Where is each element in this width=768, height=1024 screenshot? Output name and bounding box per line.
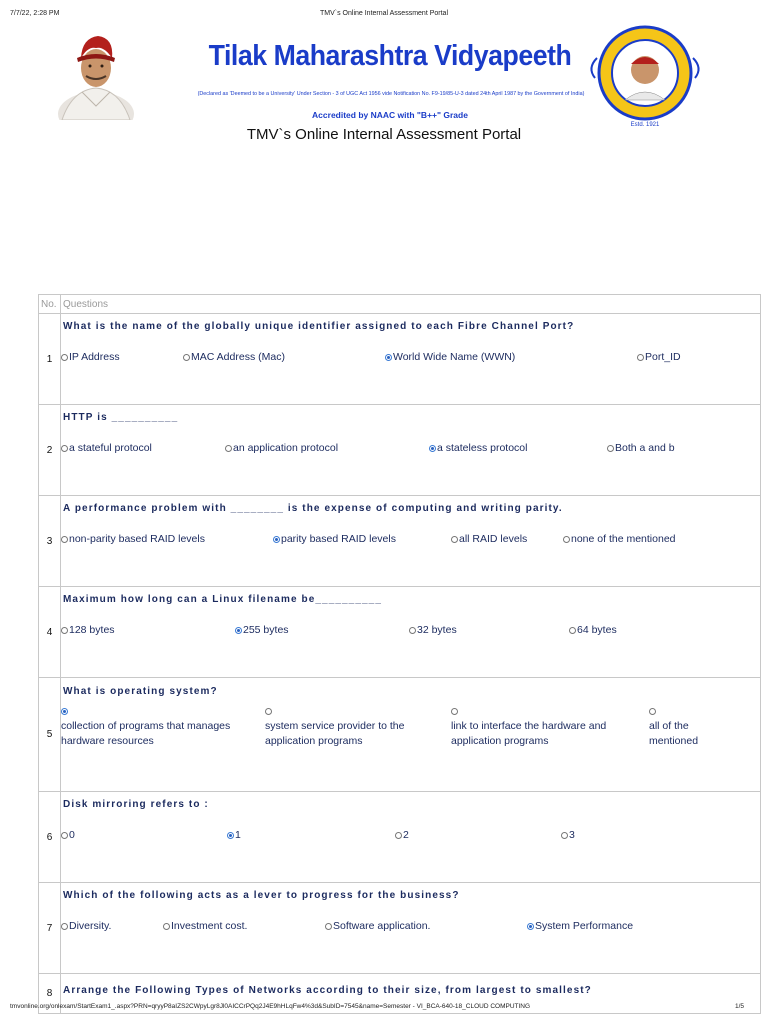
established-year: Estd. 1921 (630, 122, 660, 128)
question-number: 3 (39, 496, 61, 587)
question-text: Which of the following acts as a lever to progress for the business? (63, 890, 460, 901)
answer-option[interactable] (649, 708, 719, 749)
radio-empty-icon[interactable] (225, 445, 232, 452)
radio-empty-icon[interactable] (649, 708, 656, 715)
radio-empty-icon[interactable] (183, 354, 190, 361)
question-cell (61, 678, 761, 792)
institution-name: Tilak Maharashtra Vidyapeeth (208, 40, 572, 72)
answer-options (61, 618, 760, 676)
answer-option-label: IP Address (69, 351, 120, 363)
answer-option-label: a stateless protocol (437, 442, 528, 454)
answer-options (61, 914, 760, 972)
answer-option-label: Investment cost. (171, 920, 248, 932)
answer-option-label: MAC Address (Mac) (191, 351, 285, 363)
answer-option-label: 0 (69, 829, 75, 841)
answer-option[interactable] (265, 708, 445, 749)
answer-options (61, 710, 760, 790)
question-cell (61, 883, 761, 974)
answer-option[interactable] (183, 351, 285, 363)
table-row (39, 496, 761, 587)
question-number: 6 (39, 792, 61, 883)
answer-option[interactable] (409, 624, 457, 636)
table-row (39, 883, 761, 974)
answer-option[interactable] (163, 920, 247, 932)
radio-empty-icon[interactable] (265, 708, 272, 715)
radio-empty-icon[interactable] (61, 354, 68, 361)
founder-portrait-image (52, 28, 134, 120)
answer-option-label: system service provider to the application programs (265, 719, 405, 747)
question-cell (61, 496, 761, 587)
question-text: What is the name of the globally unique identifier assigned to each Fibre Channel Port? (63, 321, 575, 332)
answer-option[interactable] (61, 442, 152, 454)
table-row (39, 314, 761, 405)
answer-option-label: non-parity based RAID levels (69, 533, 205, 545)
university-seal-logo (583, 22, 707, 124)
radio-selected-icon[interactable] (227, 832, 234, 839)
answer-option[interactable] (527, 920, 633, 932)
radio-empty-icon[interactable] (395, 832, 402, 839)
radio-selected-icon[interactable] (385, 354, 392, 361)
answer-option-label: collection of programs that manages hardware resources (61, 719, 231, 747)
institution-banner (40, 24, 740, 134)
print-datetime: 7/7/22, 2:28 PM (10, 10, 60, 17)
answer-option[interactable] (395, 829, 409, 841)
answer-option-label: link to interface the hardware and application programs (451, 719, 607, 747)
radio-empty-icon[interactable] (451, 708, 458, 715)
radio-empty-icon[interactable] (637, 354, 644, 361)
question-text: A performance problem with ________ is the expense of computing and writing parity. (63, 503, 563, 514)
radio-empty-icon[interactable] (451, 536, 458, 543)
answer-option-label: 255 bytes (243, 624, 289, 636)
declared-notice: (Declared as 'Deemed to be a University' Under Section - 3 of UGC Act 1956 vide Notification No. F9-19/85-U-3 dated 24th April 1987 by the Government of India) (197, 91, 585, 97)
question-cell (61, 405, 761, 496)
answer-option-label: an application protocol (233, 442, 339, 454)
radio-empty-icon[interactable] (61, 923, 68, 930)
answer-option-label: none of the mentioned (571, 533, 676, 545)
radio-empty-icon[interactable] (563, 536, 570, 543)
answer-option-label: Both a and b (615, 442, 675, 454)
question-text: Maximum how long can a Linux filename be__________ (63, 594, 382, 605)
question-text: What is operating system? (63, 685, 218, 697)
table-row (39, 678, 761, 792)
answer-option[interactable] (61, 829, 75, 841)
radio-selected-icon[interactable] (273, 536, 280, 543)
table-row (39, 587, 761, 678)
radio-empty-icon[interactable] (61, 832, 68, 839)
answer-option[interactable] (61, 351, 120, 363)
column-header-no: No. (39, 295, 61, 314)
answer-option[interactable] (451, 708, 631, 749)
answer-option-label: System Performance (535, 920, 634, 932)
radio-empty-icon[interactable] (163, 923, 170, 930)
answer-options (61, 527, 760, 585)
answer-option-label: all of the mentioned (649, 719, 699, 747)
answer-options (61, 823, 760, 881)
print-page-number: 1/5 (734, 1003, 744, 1010)
question-number: 4 (39, 587, 61, 678)
answer-option-label: 2 (403, 829, 409, 841)
answer-option[interactable] (273, 533, 396, 545)
portal-title: TMV`s Online Internal Assessment Portal (246, 126, 522, 143)
answer-option-label: 64 bytes (577, 624, 617, 636)
answer-option-label: Software application. (333, 920, 431, 932)
answer-option[interactable] (225, 442, 338, 454)
radio-selected-icon[interactable] (527, 923, 534, 930)
answer-option-label: all RAID levels (459, 533, 528, 545)
radio-empty-icon[interactable] (561, 832, 568, 839)
radio-selected-icon[interactable] (429, 445, 436, 452)
answer-option[interactable] (561, 829, 575, 841)
table-header-row (39, 295, 761, 314)
answer-option[interactable] (61, 624, 115, 636)
questions-table (38, 294, 761, 1014)
radio-empty-icon[interactable] (61, 536, 68, 543)
answer-option-label: Diversity. (69, 920, 112, 932)
table-row (39, 792, 761, 883)
answer-option[interactable] (227, 829, 241, 841)
answer-option-label: World Wide Name (WWN) (393, 351, 516, 363)
question-text: Disk mirroring refers to : (63, 799, 209, 810)
print-url: tmvonline.org/onlexam/StartExam1_.aspx?PRN=qryyP8aIZS2CWpyLgr8Jl0AICCrPQq2J4E9hHLqFw4%3d&SubID=7545&name=Semester - VI_BCA-640-18_CLOUD COMPUTING (10, 1003, 531, 1010)
answer-option[interactable] (61, 708, 261, 749)
question-number: 1 (39, 314, 61, 405)
radio-empty-icon[interactable] (607, 445, 614, 452)
answer-option-label: Port_ID (645, 351, 681, 363)
question-text: Arrange the Following Types of Networks according to their size, from largest to smallest? (63, 984, 592, 996)
answer-option[interactable] (429, 442, 527, 454)
question-text: HTTP is __________ (63, 412, 179, 423)
answer-option[interactable] (569, 624, 617, 636)
answer-option-label: 1 (235, 829, 241, 841)
naac-accreditation: Accredited by NAAC with "B++" Grade (312, 110, 468, 120)
answer-option[interactable] (325, 920, 430, 932)
answer-option-label: 32 bytes (417, 624, 457, 636)
answer-option[interactable] (61, 920, 111, 932)
radio-empty-icon[interactable] (325, 923, 332, 930)
question-cell (61, 587, 761, 678)
answer-option-label: a stateful protocol (69, 442, 152, 454)
answer-option-label: 128 bytes (69, 624, 115, 636)
answer-option-label: 3 (569, 829, 575, 841)
answer-option[interactable] (385, 351, 515, 363)
answer-options (61, 436, 760, 494)
answer-option[interactable] (563, 533, 676, 545)
answer-option[interactable] (637, 351, 681, 363)
question-cell (61, 792, 761, 883)
print-footer (0, 1003, 768, 1015)
radio-empty-icon[interactable] (409, 627, 416, 634)
radio-selected-icon[interactable] (61, 708, 68, 715)
radio-selected-icon[interactable] (235, 627, 242, 634)
answer-option[interactable] (451, 533, 527, 545)
table-row (39, 405, 761, 496)
column-header-questions: Questions (61, 295, 761, 314)
answer-option-label: parity based RAID levels (281, 533, 396, 545)
answer-option[interactable] (235, 624, 289, 636)
question-number: 7 (39, 883, 61, 974)
answer-option[interactable] (61, 533, 205, 545)
radio-empty-icon[interactable] (569, 627, 576, 634)
print-page-title: TMV`s Online Internal Assessment Portal (320, 10, 448, 17)
answer-option[interactable] (607, 442, 675, 454)
answer-options (61, 345, 760, 403)
question-cell (61, 314, 761, 405)
question-number: 8 (39, 974, 61, 1014)
question-number: 5 (39, 678, 61, 792)
radio-empty-icon[interactable] (61, 445, 68, 452)
question-number: 2 (39, 405, 61, 496)
radio-empty-icon[interactable] (61, 627, 68, 634)
